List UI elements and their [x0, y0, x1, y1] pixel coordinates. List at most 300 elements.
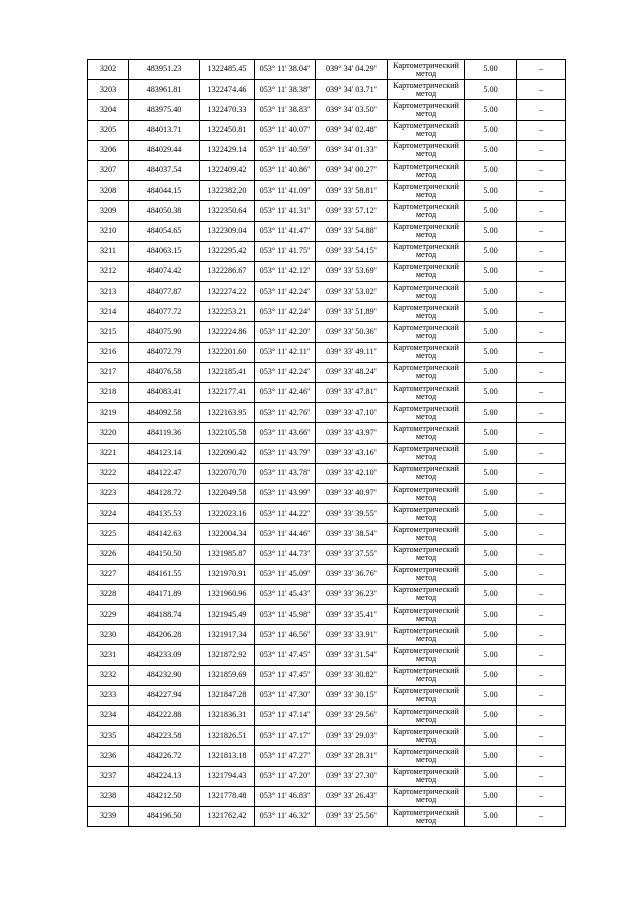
y-coordinate-cell: 1322382.20: [200, 181, 255, 201]
table-row: [88, 564, 566, 584]
longitude-cell: 039° 34' 04.29": [316, 60, 388, 80]
point-number-cell: 3206: [88, 140, 129, 160]
longitude-cell: 039° 33' 28.31": [316, 746, 388, 766]
y-coordinate-cell: 1322049.58: [200, 483, 255, 503]
accuracy-cell: 5.00: [465, 302, 517, 322]
latitude-cell: 053° 11' 45.09": [255, 564, 316, 584]
point-number-cell: 3238: [88, 786, 129, 806]
latitude-cell: 053° 11' 45.43": [255, 584, 316, 604]
y-coordinate-cell: 1322409.42: [200, 160, 255, 180]
longitude-cell: 039° 33' 42.10": [316, 463, 388, 483]
method-cell: Картометрический метод: [388, 383, 465, 403]
x-coordinate-cell: 484076.58: [129, 362, 200, 382]
point-number-cell: 3237: [88, 766, 129, 786]
point-number-cell: 3216: [88, 342, 129, 362]
latitude-cell: 053° 11' 38.04": [255, 60, 316, 80]
note-cell: –: [517, 201, 566, 221]
point-number-cell: 3230: [88, 625, 129, 645]
method-cell: Картометрический метод: [388, 463, 465, 483]
x-coordinate-cell: 483975.40: [129, 100, 200, 120]
y-coordinate-cell: 1322177.41: [200, 383, 255, 403]
note-cell: –: [517, 443, 566, 463]
table-row: [88, 625, 566, 645]
longitude-cell: 039° 33' 49.11": [316, 342, 388, 362]
note-cell: –: [517, 584, 566, 604]
latitude-cell: 053° 11' 47.14": [255, 706, 316, 726]
longitude-cell: 039° 33' 29.03": [316, 726, 388, 746]
longitude-cell: 039° 33' 47.81": [316, 383, 388, 403]
table-row: [88, 483, 566, 503]
accuracy-cell: 5.00: [465, 665, 517, 685]
point-number-cell: 3217: [88, 362, 129, 382]
x-coordinate-cell: 484135.53: [129, 504, 200, 524]
longitude-cell: 039° 33' 39.55": [316, 504, 388, 524]
latitude-cell: 053° 11' 40.59": [255, 140, 316, 160]
x-coordinate-cell: 484077.72: [129, 302, 200, 322]
accuracy-cell: 5.00: [465, 544, 517, 564]
x-coordinate-cell: 484226.72: [129, 746, 200, 766]
point-number-cell: 3236: [88, 746, 129, 766]
method-cell: Картометрический метод: [388, 806, 465, 826]
x-coordinate-cell: 484224.13: [129, 766, 200, 786]
point-number-cell: 3229: [88, 605, 129, 625]
method-cell: Картометрический метод: [388, 524, 465, 544]
y-coordinate-cell: 1322253.21: [200, 302, 255, 322]
latitude-cell: 053° 11' 47.30": [255, 685, 316, 705]
table-row: [88, 665, 566, 685]
x-coordinate-cell: 484142.63: [129, 524, 200, 544]
latitude-cell: 053° 11' 42.46": [255, 383, 316, 403]
latitude-cell: 053° 11' 38.83": [255, 100, 316, 120]
y-coordinate-cell: 1321872.92: [200, 645, 255, 665]
x-coordinate-cell: 484072.79: [129, 342, 200, 362]
method-cell: Картометрический метод: [388, 544, 465, 564]
method-cell: Картометрический метод: [388, 201, 465, 221]
table-row: [88, 766, 566, 786]
table-row: [88, 544, 566, 564]
table-row: [88, 383, 566, 403]
x-coordinate-cell: 484232.90: [129, 665, 200, 685]
latitude-cell: 053° 11' 47.27": [255, 746, 316, 766]
x-coordinate-cell: 484054.65: [129, 221, 200, 241]
latitude-cell: 053° 11' 41.09": [255, 181, 316, 201]
latitude-cell: 053° 11' 38.38": [255, 80, 316, 100]
x-coordinate-cell: 484050.38: [129, 201, 200, 221]
method-cell: Картометрический метод: [388, 120, 465, 140]
x-coordinate-cell: 483951.23: [129, 60, 200, 80]
note-cell: –: [517, 342, 566, 362]
method-cell: Картометрический метод: [388, 605, 465, 625]
x-coordinate-cell: 484122.47: [129, 463, 200, 483]
method-cell: Картометрический метод: [388, 221, 465, 241]
table-row: [88, 706, 566, 726]
accuracy-cell: 5.00: [465, 524, 517, 544]
x-coordinate-cell: 484206.28: [129, 625, 200, 645]
point-number-cell: 3209: [88, 201, 129, 221]
method-cell: Картометрический метод: [388, 483, 465, 503]
accuracy-cell: 5.00: [465, 140, 517, 160]
latitude-cell: 053° 11' 41.75": [255, 241, 316, 261]
x-coordinate-cell: 484075.90: [129, 322, 200, 342]
point-number-cell: 3213: [88, 282, 129, 302]
coordinates-table-body: [88, 60, 566, 827]
table-row: [88, 80, 566, 100]
table-row: [88, 160, 566, 180]
method-cell: Картометрический метод: [388, 403, 465, 423]
latitude-cell: 053° 11' 42.12": [255, 261, 316, 281]
point-number-cell: 3235: [88, 726, 129, 746]
x-coordinate-cell: 484212.50: [129, 786, 200, 806]
point-number-cell: 3231: [88, 645, 129, 665]
latitude-cell: 053° 11' 44.22": [255, 504, 316, 524]
y-coordinate-cell: 1321813.18: [200, 746, 255, 766]
note-cell: –: [517, 483, 566, 503]
method-cell: Картометрический метод: [388, 423, 465, 443]
note-cell: –: [517, 423, 566, 443]
accuracy-cell: 5.00: [465, 443, 517, 463]
x-coordinate-cell: 484196.50: [129, 806, 200, 826]
point-number-cell: 3210: [88, 221, 129, 241]
accuracy-cell: 5.00: [465, 625, 517, 645]
method-cell: Картометрический метод: [388, 786, 465, 806]
latitude-cell: 053° 11' 42.24": [255, 282, 316, 302]
longitude-cell: 039° 33' 36.23": [316, 584, 388, 604]
method-cell: Картометрический метод: [388, 665, 465, 685]
method-cell: Картометрический метод: [388, 726, 465, 746]
point-number-cell: 3222: [88, 463, 129, 483]
longitude-cell: 039° 33' 27.30": [316, 766, 388, 786]
accuracy-cell: 5.00: [465, 403, 517, 423]
longitude-cell: 039° 33' 40.97": [316, 483, 388, 503]
longitude-cell: 039° 33' 47.10": [316, 403, 388, 423]
method-cell: Картометрический метод: [388, 362, 465, 382]
y-coordinate-cell: 1322163.95: [200, 403, 255, 423]
longitude-cell: 039° 33' 31.54": [316, 645, 388, 665]
y-coordinate-cell: 1322485.45: [200, 60, 255, 80]
x-coordinate-cell: 484128.72: [129, 483, 200, 503]
longitude-cell: 039° 34' 00.27": [316, 160, 388, 180]
y-coordinate-cell: 1321762.42: [200, 806, 255, 826]
method-cell: Картометрический метод: [388, 241, 465, 261]
point-number-cell: 3228: [88, 584, 129, 604]
point-number-cell: 3234: [88, 706, 129, 726]
point-number-cell: 3219: [88, 403, 129, 423]
table-row: [88, 806, 566, 826]
latitude-cell: 053° 11' 41.47": [255, 221, 316, 241]
accuracy-cell: 5.00: [465, 605, 517, 625]
method-cell: Картометрический метод: [388, 625, 465, 645]
table-row: [88, 221, 566, 241]
x-coordinate-cell: 483961.81: [129, 80, 200, 100]
longitude-cell: 039° 33' 54.15": [316, 241, 388, 261]
note-cell: –: [517, 806, 566, 826]
longitude-cell: 039° 33' 33.91": [316, 625, 388, 645]
note-cell: –: [517, 726, 566, 746]
accuracy-cell: 5.00: [465, 706, 517, 726]
accuracy-cell: 5.00: [465, 322, 517, 342]
table-row: [88, 362, 566, 382]
accuracy-cell: 5.00: [465, 685, 517, 705]
x-coordinate-cell: 484083.41: [129, 383, 200, 403]
y-coordinate-cell: 1321794.43: [200, 766, 255, 786]
x-coordinate-cell: 484161.55: [129, 564, 200, 584]
table-row: [88, 685, 566, 705]
y-coordinate-cell: 1321778.48: [200, 786, 255, 806]
method-cell: Картометрический метод: [388, 584, 465, 604]
y-coordinate-cell: 1322286.67: [200, 261, 255, 281]
latitude-cell: 053° 11' 45.98": [255, 605, 316, 625]
longitude-cell: 039° 33' 30.82": [316, 665, 388, 685]
note-cell: –: [517, 120, 566, 140]
longitude-cell: 039° 33' 54.88": [316, 221, 388, 241]
method-cell: Картометрический метод: [388, 261, 465, 281]
note-cell: –: [517, 463, 566, 483]
method-cell: Картометрический метод: [388, 80, 465, 100]
longitude-cell: 039° 34' 02.48": [316, 120, 388, 140]
longitude-cell: 039° 33' 30.15": [316, 685, 388, 705]
note-cell: –: [517, 746, 566, 766]
accuracy-cell: 5.00: [465, 786, 517, 806]
note-cell: –: [517, 100, 566, 120]
longitude-cell: 039° 33' 36.76": [316, 564, 388, 584]
table-row: [88, 584, 566, 604]
method-cell: Картометрический метод: [388, 302, 465, 322]
method-cell: Картометрический метод: [388, 746, 465, 766]
y-coordinate-cell: 1321985.87: [200, 544, 255, 564]
table-row: [88, 443, 566, 463]
accuracy-cell: 5.00: [465, 766, 517, 786]
table-row: [88, 645, 566, 665]
latitude-cell: 053° 11' 42.24": [255, 362, 316, 382]
y-coordinate-cell: 1321847.28: [200, 685, 255, 705]
note-cell: –: [517, 322, 566, 342]
note-cell: –: [517, 60, 566, 80]
note-cell: –: [517, 504, 566, 524]
y-coordinate-cell: 1322090.42: [200, 443, 255, 463]
accuracy-cell: 5.00: [465, 282, 517, 302]
latitude-cell: 053° 11' 43.78": [255, 463, 316, 483]
longitude-cell: 039° 33' 29.56": [316, 706, 388, 726]
longitude-cell: 039° 34' 03.50": [316, 100, 388, 120]
point-number-cell: 3220: [88, 423, 129, 443]
longitude-cell: 039° 33' 26.43": [316, 786, 388, 806]
point-number-cell: 3204: [88, 100, 129, 120]
table-row: [88, 302, 566, 322]
latitude-cell: 053° 11' 46.32": [255, 806, 316, 826]
method-cell: Картометрический метод: [388, 60, 465, 80]
longitude-cell: 039° 34' 03.71": [316, 80, 388, 100]
note-cell: –: [517, 786, 566, 806]
table-row: [88, 524, 566, 544]
table-row: [88, 605, 566, 625]
accuracy-cell: 5.00: [465, 423, 517, 443]
accuracy-cell: 5.00: [465, 463, 517, 483]
note-cell: –: [517, 645, 566, 665]
note-cell: –: [517, 605, 566, 625]
point-number-cell: 3211: [88, 241, 129, 261]
x-coordinate-cell: 484013.71: [129, 120, 200, 140]
y-coordinate-cell: 1321960.96: [200, 584, 255, 604]
longitude-cell: 039° 33' 57.12": [316, 201, 388, 221]
method-cell: Картометрический метод: [388, 564, 465, 584]
method-cell: Картометрический метод: [388, 181, 465, 201]
accuracy-cell: 5.00: [465, 80, 517, 100]
longitude-cell: 039° 33' 53.69": [316, 261, 388, 281]
method-cell: Картометрический метод: [388, 766, 465, 786]
latitude-cell: 053° 11' 40.07": [255, 120, 316, 140]
accuracy-cell: 5.00: [465, 160, 517, 180]
note-cell: –: [517, 221, 566, 241]
y-coordinate-cell: 1321826.51: [200, 726, 255, 746]
table-row: [88, 100, 566, 120]
table-row: [88, 403, 566, 423]
y-coordinate-cell: 1321836.31: [200, 706, 255, 726]
x-coordinate-cell: 484123.14: [129, 443, 200, 463]
point-number-cell: 3215: [88, 322, 129, 342]
x-coordinate-cell: 484044.15: [129, 181, 200, 201]
point-number-cell: 3225: [88, 524, 129, 544]
x-coordinate-cell: 484171.89: [129, 584, 200, 604]
note-cell: –: [517, 80, 566, 100]
point-number-cell: 3221: [88, 443, 129, 463]
accuracy-cell: 5.00: [465, 746, 517, 766]
latitude-cell: 053° 11' 47.45": [255, 665, 316, 685]
table-row: [88, 60, 566, 80]
note-cell: –: [517, 544, 566, 564]
note-cell: –: [517, 362, 566, 382]
latitude-cell: 053° 11' 47.20": [255, 766, 316, 786]
y-coordinate-cell: 1322450.81: [200, 120, 255, 140]
method-cell: Картометрический метод: [388, 322, 465, 342]
y-coordinate-cell: 1321917.34: [200, 625, 255, 645]
accuracy-cell: 5.00: [465, 483, 517, 503]
note-cell: –: [517, 706, 566, 726]
y-coordinate-cell: 1321945.49: [200, 605, 255, 625]
accuracy-cell: 5.00: [465, 726, 517, 746]
note-cell: –: [517, 261, 566, 281]
table-row: [88, 282, 566, 302]
latitude-cell: 053° 11' 46.56": [255, 625, 316, 645]
x-coordinate-cell: 484092.58: [129, 403, 200, 423]
y-coordinate-cell: 1322070.70: [200, 463, 255, 483]
table-row: [88, 463, 566, 483]
y-coordinate-cell: 1322224.86: [200, 322, 255, 342]
method-cell: Картометрический метод: [388, 685, 465, 705]
accuracy-cell: 5.00: [465, 221, 517, 241]
latitude-cell: 053° 11' 40.86": [255, 160, 316, 180]
accuracy-cell: 5.00: [465, 383, 517, 403]
method-cell: Картометрический метод: [388, 342, 465, 362]
table-row: [88, 140, 566, 160]
x-coordinate-cell: 484227.94: [129, 685, 200, 705]
table-row: [88, 201, 566, 221]
method-cell: Картометрический метод: [388, 443, 465, 463]
x-coordinate-cell: 484222.88: [129, 706, 200, 726]
y-coordinate-cell: 1322470.33: [200, 100, 255, 120]
longitude-cell: 039° 33' 43.97": [316, 423, 388, 443]
point-number-cell: 3202: [88, 60, 129, 80]
note-cell: –: [517, 241, 566, 261]
point-number-cell: 3227: [88, 564, 129, 584]
y-coordinate-cell: 1322474.46: [200, 80, 255, 100]
table-row: [88, 342, 566, 362]
y-coordinate-cell: 1322023.16: [200, 504, 255, 524]
x-coordinate-cell: 484037.54: [129, 160, 200, 180]
note-cell: –: [517, 625, 566, 645]
note-cell: –: [517, 140, 566, 160]
longitude-cell: 039° 33' 50.36": [316, 322, 388, 342]
point-number-cell: 3239: [88, 806, 129, 826]
note-cell: –: [517, 524, 566, 544]
latitude-cell: 053° 11' 43.66": [255, 423, 316, 443]
table-row: [88, 241, 566, 261]
table-row: [88, 423, 566, 443]
x-coordinate-cell: 484223.58: [129, 726, 200, 746]
x-coordinate-cell: 484188.74: [129, 605, 200, 625]
note-cell: –: [517, 282, 566, 302]
longitude-cell: 039° 33' 58.81": [316, 181, 388, 201]
method-cell: Картометрический метод: [388, 504, 465, 524]
accuracy-cell: 5.00: [465, 100, 517, 120]
latitude-cell: 053° 11' 44.73": [255, 544, 316, 564]
table-row: [88, 322, 566, 342]
note-cell: –: [517, 766, 566, 786]
y-coordinate-cell: 1321970.91: [200, 564, 255, 584]
method-cell: Картометрический метод: [388, 706, 465, 726]
y-coordinate-cell: 1322185.41: [200, 362, 255, 382]
accuracy-cell: 5.00: [465, 806, 517, 826]
latitude-cell: 053° 11' 46.83": [255, 786, 316, 806]
accuracy-cell: 5.00: [465, 645, 517, 665]
latitude-cell: 053° 11' 42.76": [255, 403, 316, 423]
note-cell: –: [517, 160, 566, 180]
accuracy-cell: 5.00: [465, 504, 517, 524]
method-cell: Картометрический метод: [388, 282, 465, 302]
point-number-cell: 3205: [88, 120, 129, 140]
accuracy-cell: 5.00: [465, 564, 517, 584]
table-row: [88, 504, 566, 524]
note-cell: –: [517, 665, 566, 685]
note-cell: –: [517, 403, 566, 423]
longitude-cell: 039° 33' 25.56": [316, 806, 388, 826]
point-number-cell: 3203: [88, 80, 129, 100]
y-coordinate-cell: 1322429.14: [200, 140, 255, 160]
method-cell: Картометрический метод: [388, 140, 465, 160]
y-coordinate-cell: 1322004.34: [200, 524, 255, 544]
note-cell: –: [517, 302, 566, 322]
point-number-cell: 3214: [88, 302, 129, 322]
accuracy-cell: 5.00: [465, 201, 517, 221]
y-coordinate-cell: 1322105.58: [200, 423, 255, 443]
table-row: [88, 726, 566, 746]
x-coordinate-cell: 484150.50: [129, 544, 200, 564]
y-coordinate-cell: 1321859.69: [200, 665, 255, 685]
point-number-cell: 3224: [88, 504, 129, 524]
point-number-cell: 3223: [88, 483, 129, 503]
note-cell: –: [517, 564, 566, 584]
table-row: [88, 120, 566, 140]
accuracy-cell: 5.00: [465, 181, 517, 201]
coordinates-table: [87, 59, 566, 827]
table-row: [88, 261, 566, 281]
point-number-cell: 3232: [88, 665, 129, 685]
latitude-cell: 053° 11' 42.11": [255, 342, 316, 362]
y-coordinate-cell: 1322274.22: [200, 282, 255, 302]
x-coordinate-cell: 484233.09: [129, 645, 200, 665]
accuracy-cell: 5.00: [465, 241, 517, 261]
accuracy-cell: 5.00: [465, 120, 517, 140]
longitude-cell: 039° 33' 53.02": [316, 282, 388, 302]
